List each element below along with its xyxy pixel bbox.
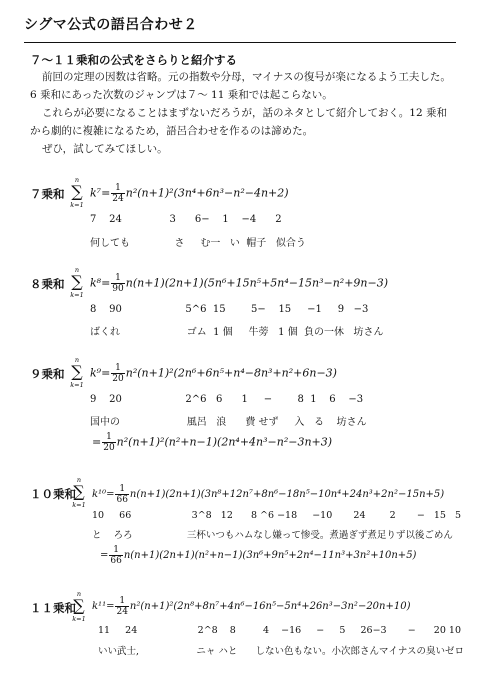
fraction [115,484,128,505]
intro-line: 6 乗和にあった次数のジャンプは７～ 11 乗和では起こらない。 [30,89,333,101]
formula-rhs: n²(n+1)²(n²+n−1)(2n⁴+4n³−n²−3n+3) [116,435,333,449]
section-subtitle: ７～１１乗和の公式をさらりと紹介する [30,53,237,67]
coefficient-digits: 10 66 3^8 12 8 ^6 −18 −10 24 2 − 15 5 [92,510,462,521]
formula-rhs: n²(n+1)²(2n⁶+6n⁵+n⁴−8n³+n²+6n−3) [125,366,337,380]
mnemonic-phrase: ばくれ ゴム 1 個 牛蒡 1 個 負の一休 坊さん [90,327,384,338]
sigma-upper-limit: n [76,476,82,484]
coefficient-digits: 8 90 5^6 15 5− 15 −1 9 −3 [90,304,369,315]
fraction [111,363,124,384]
formula-rhs: n(n+1)(2n+1)(5n⁶+15n⁵+5n⁴−15n³−n²+9n−3) [125,276,389,290]
sigma-upper-limit: n [76,590,82,598]
formula [90,363,337,384]
formula-lhs: k⁹= [90,366,111,380]
formula-lhs: k¹⁰= [92,489,115,500]
fraction [109,545,122,566]
fraction [102,432,115,453]
sigma-lower-limit: k=1 [70,201,84,209]
sigma-symbol: ∑ [71,362,83,381]
sigma-symbol: ∑ [71,182,83,201]
fraction-numerator: 1 [111,363,124,374]
fraction-numerator: 1 [115,484,128,495]
formula [92,484,444,505]
formula [90,183,289,204]
sigma-upper-limit: n [74,356,80,364]
fraction-denominator: 24 [112,194,124,204]
formula-lhs: k⁸= [90,276,111,290]
sigma-upper-limit: n [74,266,80,274]
formula-rhs: n(n+1)(2n+1)(n²+n−1)(3n⁶+9n⁵+2n⁴−11n³+3n²+10n+5) [123,550,417,561]
coefficient-digits: 9 20 2^6 6 1 − 8 1 6 −3 [90,394,364,405]
fraction-numerator: 1 [109,545,122,556]
section-label: １１乗和 [30,601,76,615]
section-label: ８乗和 [30,277,65,291]
sigma-lower-limit: k=1 [72,615,86,623]
sigma-lower-limit: k=1 [70,381,84,389]
sigma-symbol: ∑ [73,596,85,615]
mnemonic-phrase: 何しても さ む一 い 帽子 似合う [90,238,306,249]
sigma-upper-limit: n [74,176,80,184]
fraction-denominator: 20 [112,374,124,384]
page-title: シグマ公式の語呂合わせ２ [24,17,198,33]
sigma-lower-limit: k=1 [72,501,86,509]
fraction-denominator: 66 [110,556,122,566]
intro-line: ぜひ，試してみてほしい。 [42,143,168,155]
formula-rhs: n(n+1)(2n+1)(3n⁸+12n⁷+8n⁶−18n⁵−10n⁴+24n³+2n²−15n+5) [129,489,445,500]
fraction-denominator: 66 [116,495,128,505]
formula [92,596,411,617]
factored-formula: = $\frac{1}{20}$ n²(n+1)²(n²+n−1)(2n⁴+4n³−n²−3n+3) [92,432,333,453]
mnemonic-phrase: と ろろ 三杯いつもハムなし嫌って惨受。煮過ぎず煮足りず以後ごめん [92,530,453,541]
fraction-numerator: 1 [102,432,115,443]
formula [90,273,388,294]
fraction [115,596,128,617]
intro-paragraph [30,68,458,158]
title-rule [24,42,456,43]
sigma-symbol: ∑ [71,272,83,291]
formula-lhs: k⁷= [90,186,111,200]
fraction [111,273,124,294]
coefficient-digits: 11 24 2^8 8 4 −16 − 5 26−3 − 20 10 [98,625,461,636]
formula-rhs: n²(n+1)²(2n⁸+8n⁷+4n⁶−16n⁵−5n⁴+26n³−3n²−20n+10) [129,601,411,612]
mnemonic-phrase: 国中の 風呂 浪 費 せず 入 る 坊さん [90,417,367,428]
mnemonic-phrase: いい武士, ニャ ハと しない色もない。小次郎さんマイナスの臭いゼロ [98,646,464,657]
section-label: ９乗和 [30,367,65,381]
formula-lhs: k¹¹= [92,601,115,612]
intro-line: 前回の定理の因数は省略。元の指数や分母，マイナスの復号が楽になるよう工夫した。 [42,71,451,83]
intro-line: これらが必要になることはまずないだろうが，話のネタとして紹介しておく。12 乗和 [42,107,447,119]
intro-line: から劇的に複雑になるため，語呂合わせを作るのは諦めた。 [30,125,314,137]
fraction-denominator: 90 [112,284,124,294]
section-label: １０乗和 [30,487,76,501]
coefficient-digits: 7 24 3 6− 1 −4 2 [90,214,282,225]
sigma-symbol: ∑ [73,482,85,501]
fraction-numerator: 1 [111,183,124,194]
section-label: ７乗和 [30,187,65,201]
formula-rhs: n²(n+1)²(3n⁴+6n³−n²−4n+2) [125,186,289,200]
sigma-lower-limit: k=1 [70,291,84,299]
fraction-denominator: 20 [103,443,115,453]
fraction-numerator: 1 [115,596,128,607]
fraction-numerator: 1 [111,273,124,284]
factored-formula: = $\frac{1}{66}$ n(n+1)(2n+1)(n²+n−1)(3n⁶+9n⁵+2n⁴−11n³+3n²+10n+5) [100,545,417,566]
fraction [111,183,124,204]
fraction-denominator: 24 [116,607,128,617]
